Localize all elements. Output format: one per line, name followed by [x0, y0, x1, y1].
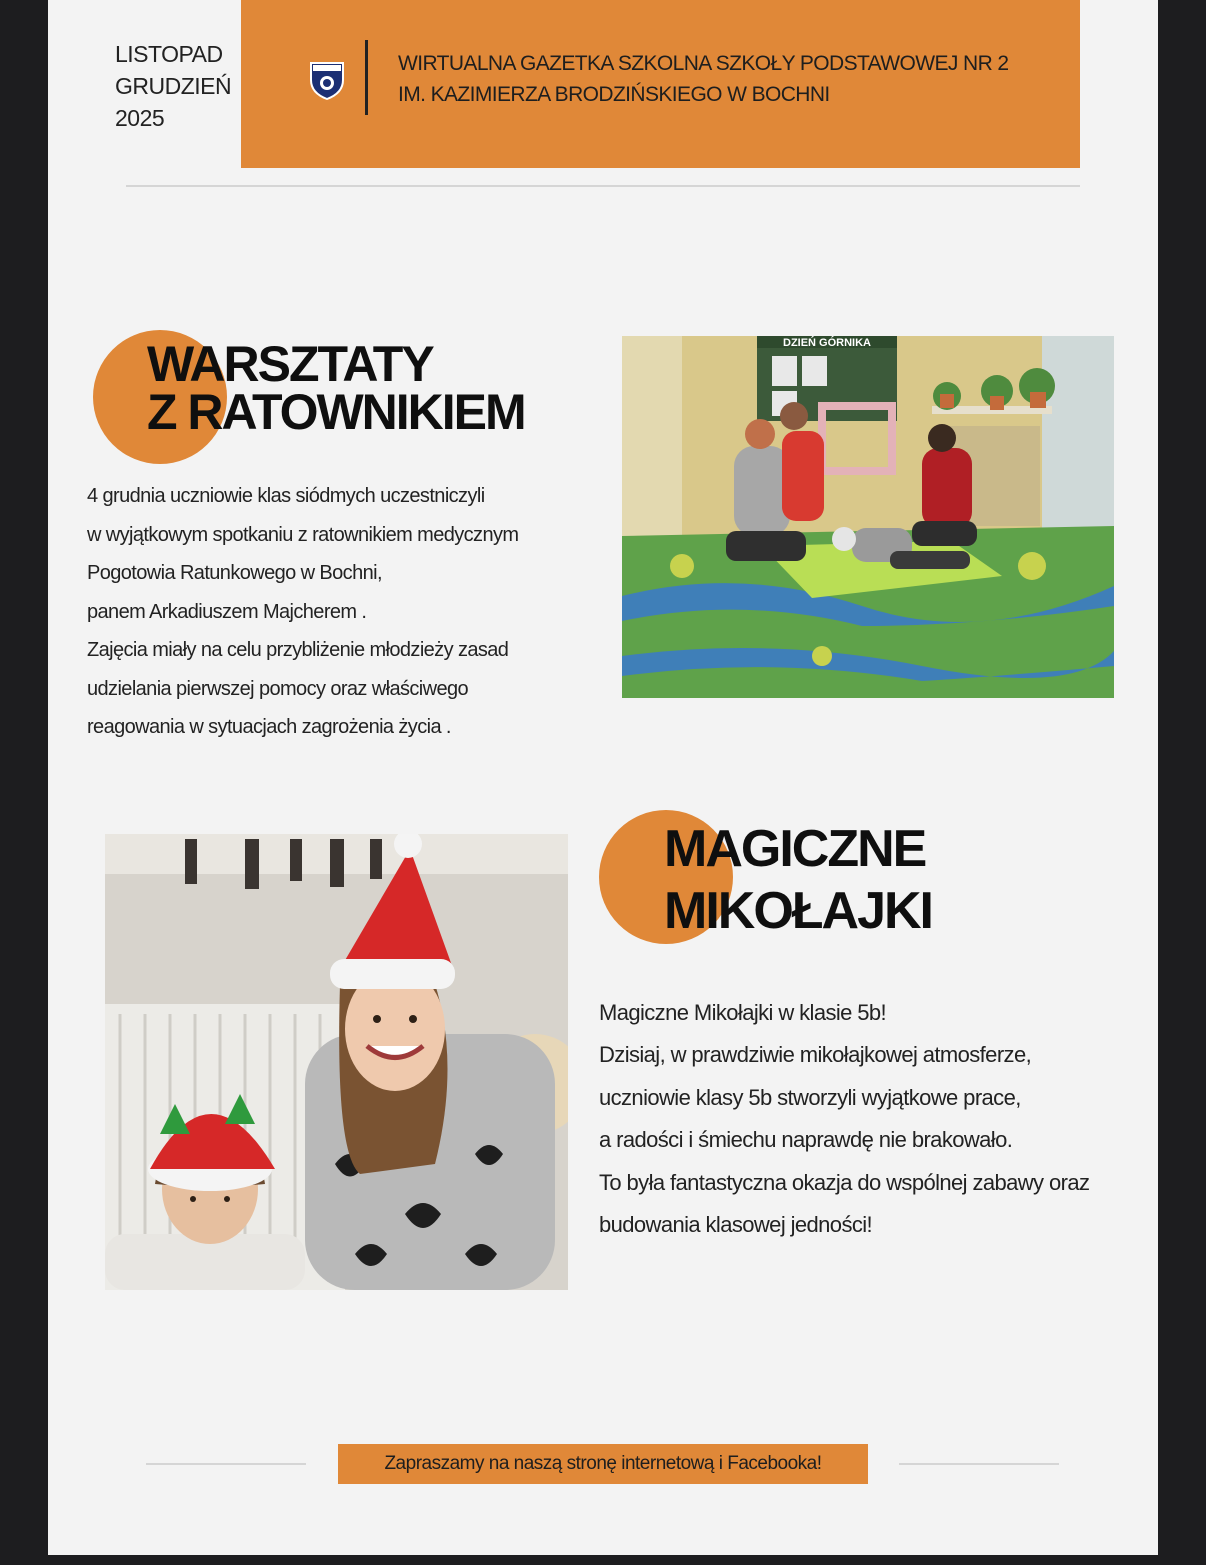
article-2-heading-line-1: MAGICZNE: [664, 820, 926, 878]
newsletter-title-line-2: IM. KAZIMIERZA BRODZIŃSKIEGO W BOCHNI: [398, 83, 830, 106]
newsletter-title-line-1: WIRTUALNA GAZETKA SZKOLNA SZKOŁY PODSTAWOWEJ NR 2: [398, 52, 1009, 75]
article-2-line: budowania klasowej jedności!: [599, 1212, 873, 1238]
article-2-heading: [664, 818, 932, 942]
footer-label: Zapraszamy na naszą stronę internetową i Facebooka!: [384, 1453, 822, 1474]
article-1-line: 4 grudnia uczniowie klas siódmych uczestniczyli: [87, 485, 485, 507]
issue-month-1: LISTOPAD: [115, 41, 223, 67]
newsletter-title: [398, 48, 1038, 110]
article-1-line: udzielania pierwszej pomocy oraz właściwego: [87, 677, 469, 700]
newsletter-page: [48, 0, 1158, 1555]
santa-day-photo: [105, 834, 568, 1290]
article-2-body: [599, 992, 1149, 1246]
article-1-line: panem Arkadiuszem Majcherem .: [87, 600, 367, 623]
article-1-line: reagowania w sytuacjach zagrożenia życia .: [87, 716, 451, 738]
article-2-line: uczniowie klasy 5b stworzyli wyjątkowe prace,: [599, 1084, 1021, 1110]
header-rule: [126, 185, 1080, 187]
article-2-line: To była fantastyczna okazja do wspólnej zabawy oraz: [599, 1169, 1090, 1195]
article-2-heading-line-2: MIKOŁAJKI: [664, 882, 932, 940]
header-banner: [241, 0, 1080, 168]
article-1-heading-line-1: WARSZTATY: [147, 336, 433, 392]
article-1-line: Pogotowia Ratunkowego w Bochni,: [87, 562, 382, 584]
header-divider: [365, 40, 368, 115]
issue-date: [115, 38, 255, 134]
article-2-line: a radości i śmiechu naprawdę nie brakowało.: [599, 1127, 1013, 1153]
school-crest-icon: [309, 60, 345, 100]
article-1-heading: [147, 336, 525, 440]
first-aid-workshop-photo: [622, 336, 1114, 698]
issue-month-2: GRUDZIEŃ: [115, 73, 232, 99]
issue-year: 2025: [115, 105, 165, 131]
article-1-body: [87, 477, 607, 747]
footer-rule-left: [146, 1463, 306, 1465]
article-1-line: w wyjątkowym spotkaniu z ratownikiem medycznym: [87, 523, 519, 546]
article-2-line: Dzisiaj, w prawdziwie mikołajkowej atmosferze,: [599, 1042, 1032, 1068]
classroom-sign-text: DZIEŃ GÓRNIKA: [783, 337, 871, 349]
article-2-line: Magiczne Mikołajki w klasie 5b!: [599, 1000, 887, 1025]
article-1-heading-line-2: Z RATOWNIKIEM: [147, 384, 525, 440]
website-facebook-invite[interactable]: [338, 1444, 868, 1484]
article-1-line: Zajęcia miały na celu przybliżenie młodzieży zasad: [87, 639, 509, 661]
footer-rule-right: [899, 1463, 1059, 1465]
